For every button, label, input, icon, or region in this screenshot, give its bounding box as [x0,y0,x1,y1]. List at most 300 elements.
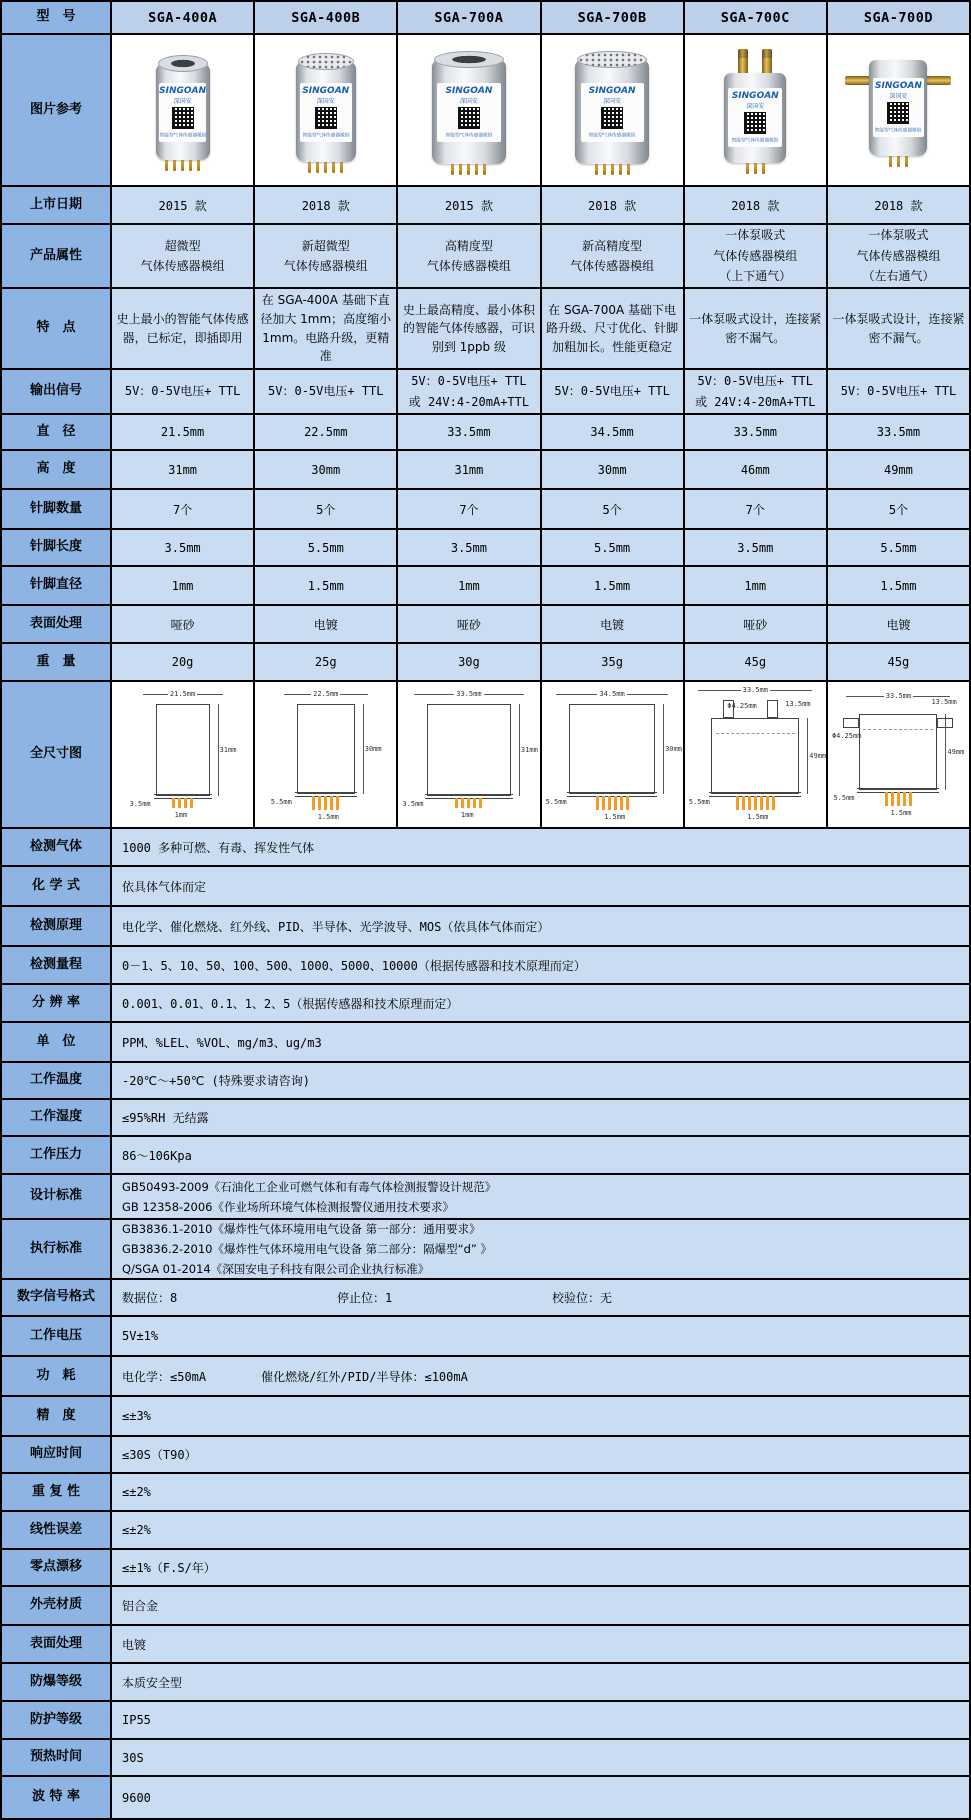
row-label: 防爆等级 [2,1664,112,1702]
product-image-cell [542,35,685,187]
pin-icon [316,161,319,173]
spec-value [828,289,971,370]
spec-value [542,289,685,370]
spec-value: 34.5mm [542,415,685,451]
row-label: 输出信号 [2,370,112,415]
height-dim-label: 31mm [219,746,237,754]
dimension-diagram [832,684,965,825]
full-width-value [112,1175,971,1220]
full-width-value: 电化学、催化燃烧、红外线、PID、半导体、光学波导、MOS（依具体气体而定） [112,907,971,947]
height-dim-line [663,704,664,794]
pin-icon [178,798,181,808]
full-width-value: 9600 [112,1777,971,1820]
pin-icon [905,155,908,167]
pin-icon [336,796,339,810]
row-gas [2,829,971,867]
height-dim-label: 49mm [947,748,965,756]
pin-row [596,796,629,810]
tube-dia-label: Φ4.25mm [727,702,757,710]
sensor-body [869,60,927,156]
spec-value [542,370,685,415]
qr-code [601,107,623,129]
full-width-value: 依具体气体而定 [112,867,971,907]
spec-value: 2018 款 [685,187,828,225]
spec-value-line: 一体泵吸式 [725,228,786,243]
segment-value: 数据位：8 [122,1291,178,1305]
pin-icon [165,159,168,171]
full-width-value: ≤±3% [112,1397,971,1437]
row-label: 数字信号格式 [2,1280,112,1317]
spec-value: 哑砂 [398,606,541,644]
sensor-body [432,60,506,164]
sensor-outline [711,718,799,794]
row-label: 针脚直径 [2,567,112,606]
tube-outline [767,700,778,718]
pin-length-label: 5.5mm [270,798,292,806]
spec-value-line: 气体传感器模组 [856,248,941,263]
sensor-label [437,83,500,142]
pin-diameter-label: 1mm [174,811,188,819]
spec-value: 3.5mm [685,530,828,567]
row-label: 线性误差 [2,1512,112,1550]
diagram-cell [685,682,828,829]
dimension-diagram [545,684,682,825]
row-preheat [2,1740,971,1777]
brand-text: SINGOAN [588,85,636,96]
brand-subtext: 深国安 [889,93,908,100]
pin-diameter-label: 1.5mm [604,813,626,821]
sensor-photo [575,51,649,175]
spec-value: 45g [685,644,828,682]
spec-value-line: 气体传感器模组 [426,259,511,273]
spec-value: 30mm [255,451,398,490]
pin-icon [467,163,470,175]
spec-value-line: 5V：0-5V电压+ TTL [411,374,527,389]
spec-value: 1.5mm [828,567,971,606]
brand-text: SINGOAN [159,85,207,96]
row-pins [2,490,971,530]
pin-icon [451,163,454,175]
sensor-photo [156,55,210,171]
spec-value-line: 5V：0-5V电压+ TTL [554,384,670,399]
qr-code [315,107,337,129]
row-power [2,1357,971,1397]
model-name: SGA-700B [542,2,685,35]
spec-value: 1mm [685,567,828,606]
spec-value: 35g [542,644,685,682]
spec-value: 7个 [112,490,255,530]
sensor-top-cap [577,51,647,68]
pin-icon [608,796,611,810]
spec-value-line: （左右通气） [862,269,935,284]
sensor-body [724,73,786,163]
pin-icon [184,798,187,808]
row-label: 零点漂移 [2,1550,112,1587]
pin-icon [603,163,606,175]
pin-icon [330,796,333,810]
full-width-value: 1000 多种可燃、有毒、挥发性气体 [112,829,971,867]
height-dim-label: 30mm [364,745,382,753]
full-width-value: 86～106Kpa [112,1137,971,1175]
row-label: 表面处理 [2,606,112,644]
spec-value: 49mm [828,451,971,490]
brand-subtext: 深国安 [316,97,335,105]
spec-value: 哑砂 [112,606,255,644]
sensor-photo [869,60,927,167]
sensor-body [156,64,210,160]
sensor-top-cap [158,55,208,72]
row-surface [2,606,971,644]
row-label: 针脚数量 [2,490,112,530]
row-label: 预热时间 [2,1740,112,1777]
row-output [2,370,971,415]
sensor-pins [595,163,630,175]
row-digital [2,1280,971,1317]
pin-icon [889,155,892,167]
pin-row [885,792,912,806]
row-label: 重 复 性 [2,1474,112,1512]
spec-value: 2018 款 [828,187,971,225]
standard-line: Q/SGA 01-2014《深国安电子科技有限公司企业执行标准》 [122,1262,430,1276]
pin-diameter-label: 1.5mm [747,813,769,821]
diagram-cell [255,682,398,829]
spec-value: 5.5mm [255,530,398,567]
spec-value: 2018 款 [255,187,398,225]
sensor-outline [427,704,511,796]
pin-diameter-label: 1.5mm [317,813,339,821]
sensor-caption: 智能型气体传感器模组 [302,132,350,138]
product-image-cell [398,35,541,187]
row-precision [2,1397,971,1437]
pin-row [736,796,775,810]
height-dim-label: 49mm [809,752,827,760]
full-width-value: ≤±1%（F.S/年） [112,1550,971,1587]
spec-value: 5个 [255,490,398,530]
row-range [2,947,971,985]
pin-icon [190,798,193,808]
brand-subtext: 深国安 [746,103,765,110]
spec-value: 7个 [398,490,541,530]
pin-icon [197,159,200,171]
height-dim-label: 31mm [520,746,538,754]
row-label: 检测量程 [2,947,112,985]
pin-diameter-label: 1mm [460,811,474,819]
pin-icon [324,796,327,810]
spec-value: 电镀 [542,606,685,644]
spec-value-line: 气体传感器模组 [140,259,225,273]
pin-icon [754,162,757,174]
pin-icon [754,796,757,810]
pin-icon [602,796,605,810]
spec-value: 3.5mm [112,530,255,567]
dimension-diagram [116,684,249,825]
height-dim-line [945,714,946,790]
sensor-top-cap [298,53,354,70]
full-width-value: PPM、%LEL、%VOL、mg/m3、ug/m3 [112,1023,971,1063]
spec-value: 7个 [685,490,828,530]
sensor-label [300,83,352,142]
row-images [2,35,971,187]
row-label: 工作温度 [2,1063,112,1100]
height-dim-line [519,704,520,796]
row-label: 针脚长度 [2,530,112,567]
spec-value: 46mm [685,451,828,490]
qr-code [458,107,480,129]
spec-value [542,225,685,289]
pin-icon [897,792,900,806]
row-label: 检测气体 [2,829,112,867]
row-zero [2,1550,971,1587]
row-diagram [2,682,971,829]
spec-value: 30mm [542,451,685,490]
brand-text: SINGOAN [445,85,493,96]
spec-value: 电镀 [828,606,971,644]
row-humidity [2,1100,971,1137]
row-label: 功 耗 [2,1357,112,1397]
model-name: SGA-700A [398,2,541,35]
pin-icon [627,163,630,175]
vent-dash-line [863,729,933,730]
dimension-diagram [688,684,827,825]
spec-value [255,370,398,415]
spec-value [255,289,398,370]
full-width-value: 5V±1% [112,1317,971,1357]
spec-value [828,370,971,415]
full-width-value: 铝合金 [112,1587,971,1626]
diagram-cell [542,682,685,829]
row-label: 单 位 [2,1023,112,1063]
spec-value-line: 或 24V:4-20mA+TTL [408,394,530,409]
pin-icon [340,161,343,173]
pin-icon [318,796,321,810]
spec-value-line: 气体传感器模组 [283,259,368,273]
width-dim-label: 21.5mm [143,690,223,698]
spec-paragraph: 一体泵吸式设计，连接紧密不漏气。 [832,311,965,345]
pin-row [312,796,339,810]
product-image-cell [828,35,971,187]
pin-icon [742,796,745,810]
pin-icon [172,798,175,808]
spec-value [112,225,255,289]
sensor-pins [165,159,200,171]
spec-value-line: 5V：0-5V电压+ TTL [840,384,957,399]
pin-icon [479,798,482,808]
dimension-diagram [402,684,538,825]
pin-icon [473,798,476,808]
product-image-cell [685,35,828,187]
sensor-label [581,83,644,142]
model-name: SGA-700D [828,2,971,35]
spec-paragraph: 在 SGA-700A 基础下电路升级、尺寸优化、针脚加粗加长。性能更稳定 [546,302,679,354]
pin-diameter-label: 1.5mm [890,809,912,817]
full-width-value: 本质安全型 [112,1664,971,1702]
full-width-value [112,1357,971,1397]
width-dim-label: 33.5mm [698,686,812,694]
width-dim-label: 33.5mm [414,690,524,698]
pin-icon [467,798,470,808]
row-resolution [2,985,971,1023]
diagram-cell [112,682,255,829]
sensor-label [728,88,782,147]
pin-length-label: 5.5mm [833,794,855,802]
pin-icon [903,792,906,806]
standard-line: GB3836.1-2010《爆炸性气体环境用电气设备 第一部分：通用要求》 [122,1222,481,1236]
row-unit [2,1023,971,1063]
sensor-outline [156,704,210,796]
row-label: 产品属性 [2,225,112,289]
sensor-top-cap [434,51,504,68]
row-label: 外壳材质 [2,1587,112,1626]
standard-line: GB 12358-2006《作业场所环境气体检测报警仪通用技术要求》 [122,1199,454,1214]
spec-value [398,370,541,415]
spec-value: 1mm [398,567,541,606]
row-chem [2,867,971,907]
spec-paragraph: 史上最小的智能气体传感器，已标定，即插即用 [116,311,249,345]
model-header-row [2,2,971,35]
spec-paragraph: 史上最高精度、最小体积的智能气体传感器，可识别到 1ppb 级 [402,302,535,354]
spec-value [828,225,971,289]
row-label: 上市日期 [2,187,112,225]
row-features [2,289,971,370]
spec-value: 31mm [112,451,255,490]
spec-value: 22.5mm [255,415,398,451]
row-label: 全尺寸图 [2,682,112,829]
row-exec [2,1220,971,1280]
pin-icon [324,161,327,173]
pin-icon [626,796,629,810]
spec-value: 1.5mm [542,567,685,606]
row-label: 工作电压 [2,1317,112,1357]
spec-value: 33.5mm [685,415,828,451]
spec-value-line: 5V：0-5V电压+ TTL [124,384,241,399]
spec-value: 5.5mm [542,530,685,567]
model-name: SGA-700C [685,2,828,35]
spec-value-line: 超微型 [164,238,201,253]
pin-icon [461,798,464,808]
sensor-pins [746,162,765,174]
full-width-value: 0－1、5、10、50、100、500、1000、5000、10000（根据传感器和技术原理而定） [112,947,971,985]
pin-length-label: 5.5mm [545,798,567,806]
pin-icon [611,163,614,175]
row-label: 设计标准 [2,1175,112,1220]
spec-value-line: 新高精度型 [582,238,643,253]
row-label: 检测原理 [2,907,112,947]
row-label: 执行标准 [2,1220,112,1280]
pin-icon [189,159,192,171]
tube-outline [843,718,859,728]
spec-value-line: （上下通气） [719,269,792,284]
row-label: 特 点 [2,289,112,370]
pin-icon [595,163,598,175]
row-diameter [2,415,971,451]
sensor-label [159,83,206,142]
gas-tube-icon [762,49,772,75]
tube-dia-label: Φ4.25mm [831,732,862,740]
height-dim-line [807,718,808,794]
tube-height-label: 13.5mm [785,700,811,708]
width-dim-label: 33.5mm [846,692,950,700]
sensor-label [873,78,923,137]
pin-icon [181,159,184,171]
pin-icon [762,162,765,174]
row-height [2,451,971,490]
standard-line: GB50493-2009《石油化工企业可燃气体和有毒气体检测报警设计规范》 [122,1179,497,1194]
row-label: 工作压力 [2,1137,112,1175]
sensor-photo [724,73,786,174]
pin-icon [614,796,617,810]
row-pressure [2,1137,971,1175]
sensor-pins [889,155,908,167]
spec-value [398,289,541,370]
tube-height-label: 13.5mm [931,698,957,706]
pin-length-label: 5.5mm [688,798,710,806]
pin-row [455,798,482,808]
pin-icon [483,163,486,175]
qr-code [887,102,909,124]
spec-value: 5个 [542,490,685,530]
segment-value: 催化燃烧/红外/PID/半导体：≤100mA [261,1369,468,1384]
pin-icon [308,161,311,173]
spec-value-line: 5V：0-5V电压+ TTL [268,384,384,399]
brand-subtext: 深国安 [603,97,622,105]
row-voltage [2,1317,971,1357]
row-label: 化 学 式 [2,867,112,907]
spec-value: 1.5mm [255,567,398,606]
spec-value-line: 一体泵吸式 [868,228,929,243]
row-attribute [2,225,971,289]
qr-code [172,107,194,129]
row-launch [2,187,971,225]
row-principle [2,907,971,947]
pin-icon [312,796,315,810]
diagram-cell [398,682,541,829]
full-width-value: ≤30S（T90） [112,1437,971,1474]
spec-value [112,370,255,415]
spec-value: 45g [828,644,971,682]
spec-value-line: 高精度型 [444,238,493,253]
spec-value-line: 气体传感器模组 [713,248,798,263]
row-label: 直 径 [2,415,112,451]
row-shell [2,1587,971,1626]
segment-value: 停止位：1 [337,1291,393,1305]
sensor-body [575,60,649,164]
spec-value: 2015 款 [112,187,255,225]
sensor-caption: 智能型气体传感器模组 [731,137,779,144]
sensor-caption: 智能型气体传感器模组 [159,132,206,138]
brand-text: SINGOAN [874,81,922,91]
spec-value-line: 气体传感器模组 [570,259,655,273]
height-dim-label: 30mm [665,745,682,753]
spec-paragraph: 一体泵吸式设计，连接紧密不漏气。 [689,311,822,345]
brand-subtext: 深国安 [173,97,192,105]
full-width-value: ≤95%RH 无结露 [112,1100,971,1137]
sensor-pins [308,161,343,173]
spec-value: 1mm [112,567,255,606]
sensor-body [296,62,356,162]
spec-value: 33.5mm [828,415,971,451]
full-width-value: -20℃～+50℃ (特殊要求请咨询) [112,1063,971,1100]
pin-icon [475,163,478,175]
pin-icon [760,796,763,810]
row-repeat [2,1474,971,1512]
row-temp [2,1063,971,1100]
full-width-value: 0.001、0.01、0.1、1、2、5（根据传感器和技术原理而定） [112,985,971,1023]
spec-value: 2015 款 [398,187,541,225]
full-width-value: 30S [112,1740,971,1777]
full-width-value [112,1280,971,1317]
spec-value: 25g [255,644,398,682]
pin-icon [772,796,775,810]
